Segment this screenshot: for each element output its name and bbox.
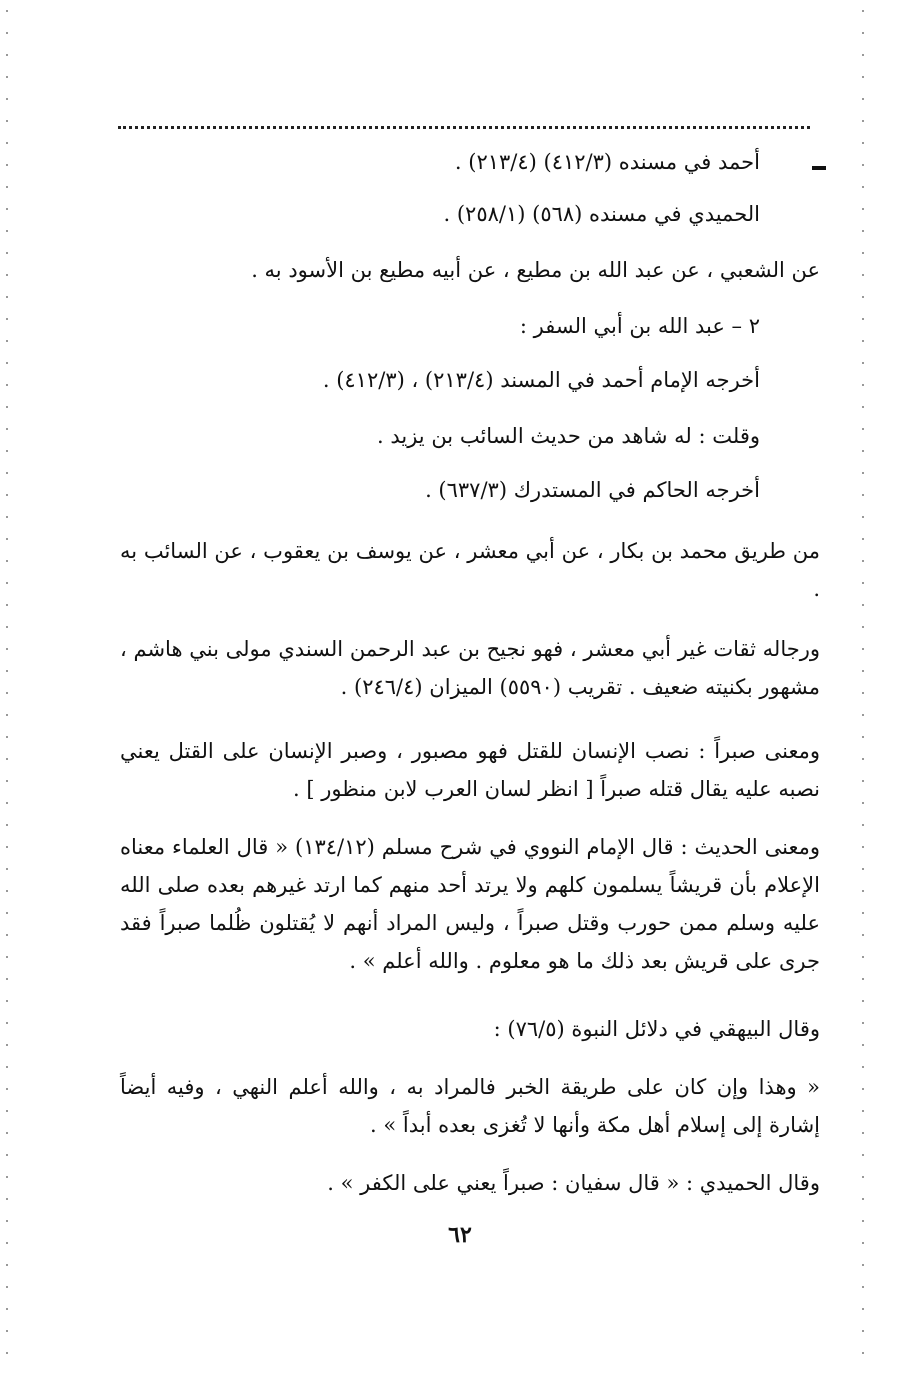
footnote-separator bbox=[118, 126, 810, 129]
paragraph-7: وقال الحميدي : « قال سفيان : صبراً يعني على الكفر » . bbox=[327, 1171, 820, 1195]
text-line-5: أخرجه الإمام أحمد في المسند (٢١٣/٤) ، (٤١٢/٣) . bbox=[322, 368, 760, 392]
paragraph-5: وقال البيهقي في دلائل النبوة (٧٦/٥) : bbox=[493, 1017, 820, 1041]
text-line-7: أخرجه الحاكم في المستدرك (٦٣٧/٣) . bbox=[425, 478, 760, 502]
paragraph-2: ورجاله ثقات غير أبي معشر ، فهو نجيح بن عبد الرحمن السندي مولى بني هاشم ، مشهور بكنيته ضعيف . تقريب (٥٥٩٠) الميزان (٢٤٦/٤) . bbox=[120, 637, 820, 699]
paragraph-6: « وهذا وإن كان على طريقة الخبر فالمراد به ، والله أعلم النهي ، وفيه أيضاً إشارة إلى إسلام أهل مكة وأنها لا تُغزى بعده أبداً » . bbox=[120, 1075, 820, 1137]
text-line-2: الحميدي في مسنده (٥٦٨) (٢٥٨/١) . bbox=[443, 202, 760, 226]
scan-artifact-right bbox=[862, 0, 864, 1373]
text-line-6: وقلت : له شاهد من حديث السائب بن يزيد . bbox=[377, 424, 760, 448]
text-line-1: أحمد في مسنده (٤١٢/٣) (٢١٣/٤) . bbox=[454, 150, 760, 174]
text-line-4: ٢ – عبد الله بن أبي السفر : bbox=[519, 314, 760, 338]
bullet-dash-icon bbox=[812, 166, 826, 170]
page-number: ٦٢ bbox=[448, 1222, 472, 1248]
paragraph-1: من طريق محمد بن بكار ، عن أبي معشر ، عن يوسف بن يعقوب ، عن السائب به . bbox=[120, 539, 820, 601]
scan-artifact-left bbox=[6, 0, 8, 1373]
paragraph-4: ومعنى الحديث : قال الإمام النووي في شرح مسلم (١٣٤/١٢) « قال العلماء معناه الإعلام بأن قريشاً يسلمون كلهم ولا يرتد أحد منهم كما ارتد غيرهم بعده صلى الله عليه وسلم ممن حورب وقتل صبراً ، وليس المراد أنهم لا يُقتلون ظُلما صبراً فقد جرى على قريش بعد ذلك ما هو معلوم . والله أعلم » . bbox=[120, 835, 820, 973]
text-line-3: عن الشعبي ، عن عبد الله بن مطيع ، عن أبيه مطيع بن الأسود به . bbox=[251, 258, 820, 282]
paragraph-3: ومعنى صبراً : نصب الإنسان للقتل فهو مصبور ، وصبر الإنسان على القتل يعني نصبه عليه يقال قتله صبراً [ انظر لسان العرب لابن منظور ] . bbox=[120, 739, 820, 801]
